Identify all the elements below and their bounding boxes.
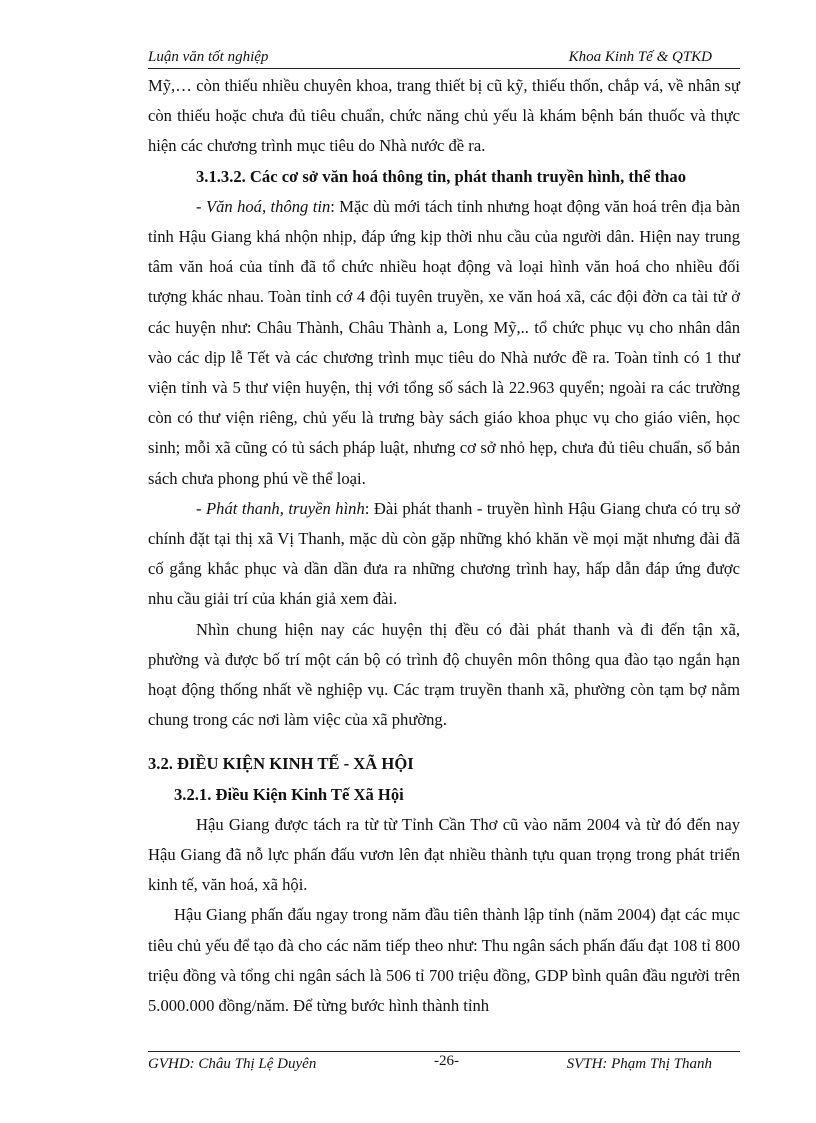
- broadcast-lead: - Phát thanh, truyền hình: [196, 498, 365, 518]
- header-thesis-label: Luận văn tốt nghiệp: [148, 49, 269, 65]
- culture-text: : Mặc dù mới tách tỉnh nhưng hoạt động văn hoá trên địa bàn tỉnh Hậu Giang khá nhộn nhịp, đáp ứng kịp thời nhu cầu của người dân. Hiện nay trung tâm văn hoá của tỉnh đã tổ chức nhiều hoạt động và loại hình văn hoá cho nhiều đối tượng khác nhau. Toàn tỉnh cớ 4 đội tuyên truyền, xe văn hoá xã, các đội đờn ca tài tử ở các huyện như: Châu Thành, Châu Thành a, Long Mỹ,.. tổ chức phục vụ cho nhân dân vào các dịp lễ Tết và các chương trình mục tiêu do Nhà nước đề ra. Toàn tỉnh có 1 thư viện tỉnh và 5 thư viện huyện, thị với tổng số sách là 22.963 quyển; ngoài ra các trường còn có thư viện riêng, chủ yếu là trưng bày sách giáo khoa phục vụ cho giáo viên, học sinh; mỗi xã cũng có tủ sách pháp luật, nhưng cơ sở nhỏ hẹp, chưa đủ tiêu chuẩn, số bản sách chưa phong phú về thể loại.: [148, 196, 740, 488]
- footer-divider: [148, 1051, 740, 1052]
- paragraph-overview: Nhìn chung hiện nay các huyện thị đều có đài phát thanh và đi đến tận xã, phường và được bố trí một cán bộ có trình độ chuyên môn thông qua đào tạo ngắn hạn hoạt động thống nhất về nghiệp vụ. Các trạm truyền thanh xã, phường còn tạm bợ nằm chung trong các nơi làm việc của xã phường.: [148, 619, 740, 730]
- heading-3-1-3-2: 3.1.3.2. Các cơ sở văn hoá thông tin, phát thanh truyền hình, thể thao: [196, 166, 687, 186]
- paragraph-culture: [148, 192, 740, 494]
- header-faculty-label: Khoa Kinh Tế & QTKD: [568, 49, 712, 65]
- culture-lead: - Văn hoá, thông tin: [196, 196, 331, 216]
- footer-student: SVTH: Phạm Thị Thanh: [566, 1056, 712, 1072]
- page-header: [148, 49, 740, 69]
- header-divider: [148, 68, 740, 69]
- page-footer: [148, 1053, 740, 1076]
- paragraph-hau-giang-1: Hậu Giang được tách ra từ từ Tỉnh Cần Thơ cũ vào năm 2004 và từ đó đến nay Hậu Giang đã nỗ lực phấn đấu vươn lên đạt nhiều thành tựu quan trọng trong phát triển kinh tế, văn hoá, xã hội.: [148, 814, 740, 895]
- paragraph-broadcast: [148, 494, 740, 615]
- paragraph-continued: Mỹ,… còn thiếu nhiều chuyên khoa, trang thiết bị cũ kỹ, thiếu thốn, chắp vá, về nhân sự còn thiếu hoặc chưa đủ tiêu chuẩn, chức năng chủ yếu là khám bệnh bán thuốc và thực hiện các chương trình mục tiêu do Nhà nước đề ra.: [148, 76, 740, 156]
- page-number: -26-: [434, 1053, 459, 1069]
- page-body: [148, 71, 740, 1021]
- heading-3-2-1: 3.2.1. Điều Kiện Kinh Tế Xã Hội: [174, 784, 404, 804]
- broadcast-text: : Đài phát thanh - truyền hình Hậu Giang chưa có trụ sở chính đặt tại thị xã Vị Thanh, mặc dù còn gặp những khó khăn về mọi mặt nhưng đài đã cố gắng khắc phục và dần dần đưa ra những chương trình hay, hấp dẫn đáp ứng được nhu cầu giải trí của khán giả xem đài.: [148, 498, 740, 609]
- heading-3-2: 3.2. ĐIỀU KIỆN KINH TẾ - XÃ HỘI: [148, 754, 414, 774]
- paragraph-hau-giang-2: Hậu Giang phấn đấu ngay trong năm đầu tiên thành lập tỉnh (năm 2004) đạt các mục tiêu chủ yếu để tạo đà cho các năm tiếp theo như: Thu ngân sách phấn đấu đạt 108 tỉ 800 triệu đồng và tổng chi ngân sách là 506 tỉ 700 triệu đồng, GDP bình quân đầu người trên 5.000.000 đồng/năm. Để từng bước hình thành tỉnh: [148, 905, 740, 1016]
- footer-advisor: GVHD: Châu Thị Lệ Duyên: [148, 1056, 317, 1072]
